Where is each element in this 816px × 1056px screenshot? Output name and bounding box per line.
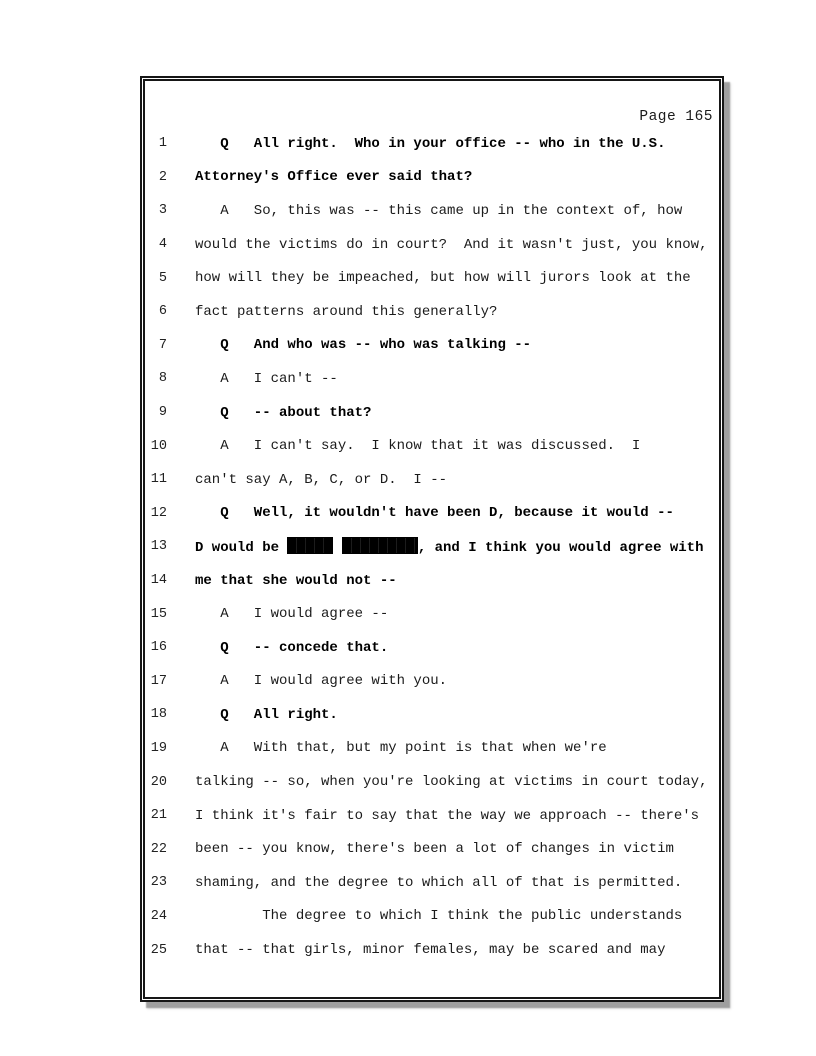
line-text-segment: D would be — [195, 540, 288, 557]
transcript-line — [145, 631, 719, 665]
transcript-line — [145, 362, 719, 396]
line-text: I think it's fair to say that the way we approach -- there's — [195, 807, 700, 824]
line-number: 20 — [150, 774, 167, 790]
line-number: 11 — [150, 472, 167, 488]
line-number: 10 — [150, 438, 167, 454]
line-number: 3 — [158, 203, 167, 219]
line-text: The degree to which I think the public understands — [195, 908, 683, 925]
transcript-line — [145, 799, 719, 833]
line-number: 18 — [150, 707, 167, 723]
line-text: can't say A, B, C, or D. I -- — [195, 471, 448, 488]
transcript-line — [145, 765, 719, 799]
redaction-box — [342, 537, 418, 554]
line-number: 16 — [150, 640, 167, 656]
line-number: 2 — [158, 169, 167, 185]
transcript-line — [145, 127, 719, 161]
line-number: 24 — [150, 908, 167, 924]
transcript-line — [145, 429, 719, 463]
line-text: A With that, but my point is that when we're — [195, 740, 607, 757]
transcript-page-frame — [140, 76, 724, 1002]
line-number: 15 — [150, 606, 167, 622]
line-number: 25 — [150, 942, 167, 958]
line-number: 4 — [158, 237, 167, 253]
line-number: 23 — [150, 875, 167, 891]
transcript-line — [145, 832, 719, 866]
line-text: Q All right. — [195, 706, 338, 723]
transcript-line — [145, 564, 719, 598]
line-text: A I can't -- — [195, 370, 338, 387]
line-number: 5 — [158, 270, 167, 286]
transcript-line — [145, 732, 719, 766]
line-number: 22 — [150, 841, 167, 857]
transcript-line — [145, 463, 719, 497]
line-text: Q And who was -- who was talking -- — [195, 337, 532, 354]
line-number: 12 — [150, 505, 167, 521]
transcript-line — [145, 698, 719, 732]
line-text-segment: , and I think you would agree with — [417, 540, 704, 557]
line-number: 9 — [158, 405, 167, 421]
line-number: 7 — [158, 337, 167, 353]
line-text: would the victims do in court? And it wasn't just, you know, — [195, 236, 708, 253]
page-number-label: Page 165 — [639, 109, 713, 125]
line-text: that -- that girls, minor females, may be scared and may — [195, 942, 666, 959]
transcript-line — [145, 900, 719, 934]
line-number: 13 — [150, 539, 167, 555]
line-text: Q -- concede that. — [195, 639, 389, 656]
transcript-line — [145, 866, 719, 900]
transcript-lines — [145, 127, 719, 967]
line-text: Attorney's Office ever said that? — [195, 169, 473, 186]
transcript-line — [145, 530, 719, 564]
line-text — [167, 537, 703, 556]
line-number: 17 — [150, 673, 167, 689]
page-header — [145, 107, 719, 127]
transcript-line — [145, 597, 719, 631]
transcript-line — [145, 396, 719, 430]
line-text: A I would agree -- — [195, 606, 389, 623]
line-number: 8 — [158, 371, 167, 387]
transcript-line — [145, 261, 719, 295]
transcript-line — [145, 194, 719, 228]
line-text: shaming, and the degree to which all of that is permitted. — [195, 874, 683, 891]
line-text: Q All right. Who in your office -- who in the U.S. — [195, 135, 666, 152]
line-text: fact patterns around this generally? — [195, 303, 498, 320]
line-text-segment — [333, 540, 341, 556]
line-text: Q Well, it wouldn't have been D, because it would -- — [195, 505, 674, 522]
transcript-line — [145, 329, 719, 363]
line-number: 21 — [150, 808, 167, 824]
line-text: how will they be impeached, but how will jurors look at the — [195, 270, 691, 287]
transcript-line — [145, 933, 719, 967]
transcript-line — [145, 665, 719, 699]
transcript-line — [145, 161, 719, 195]
redaction-box — [287, 537, 333, 554]
line-text: A So, this was -- this came up in the context of, how — [195, 202, 683, 219]
line-text: A I can't say. I know that it was discussed. I — [195, 438, 641, 455]
transcript-line — [145, 228, 719, 262]
transcript-line — [145, 497, 719, 531]
line-text: been -- you know, there's been a lot of changes in victim — [195, 841, 674, 858]
line-number: 19 — [150, 740, 167, 756]
line-number: 6 — [158, 304, 167, 320]
transcript-line — [145, 295, 719, 329]
line-text: A I would agree with you. — [195, 673, 448, 690]
line-number: 1 — [158, 136, 167, 152]
line-text: talking -- so, when you're looking at victims in court today, — [195, 774, 708, 791]
line-text: me that she would not -- — [195, 572, 397, 589]
line-text: Q -- about that? — [195, 404, 372, 421]
line-number: 14 — [150, 573, 167, 589]
